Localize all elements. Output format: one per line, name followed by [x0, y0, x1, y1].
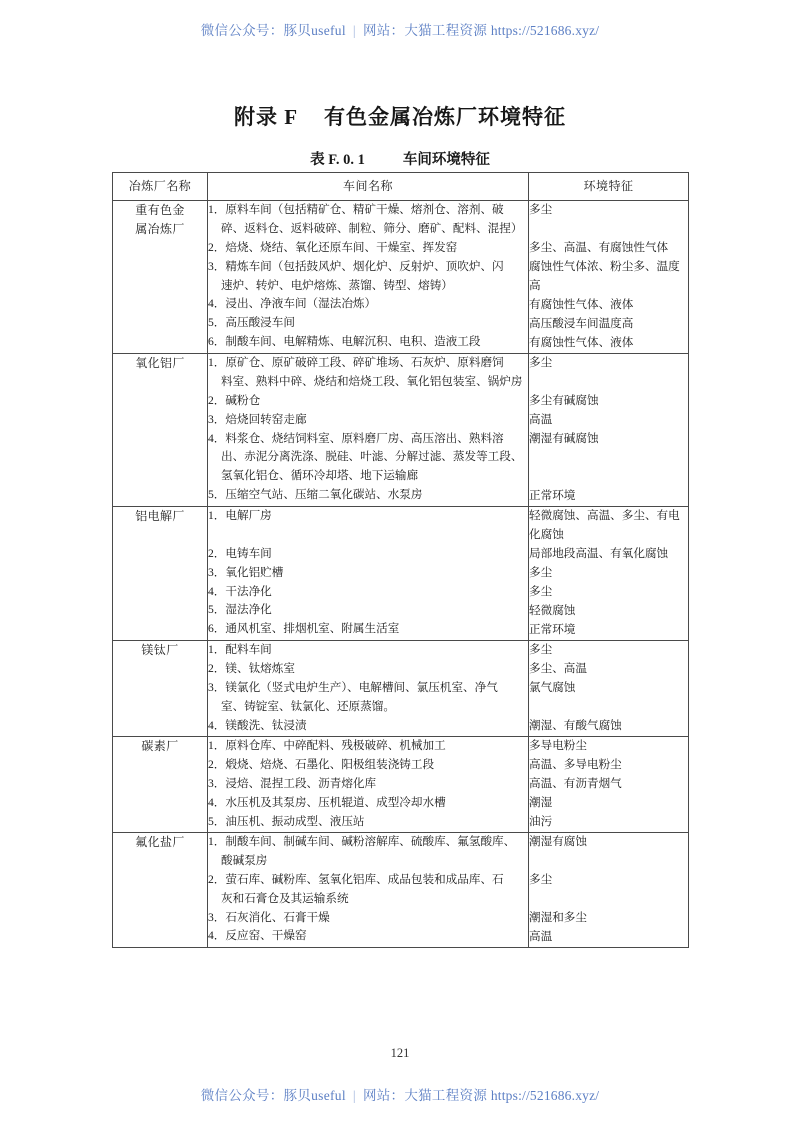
plant-name-line: 镁钛厂	[141, 643, 179, 658]
workshop-list-item	[208, 679, 528, 717]
workshop-text-line: 4．干法净化	[208, 584, 272, 598]
workshop-text-line: 4．反应窑、干燥窑	[208, 929, 307, 943]
workshop-text-line: 灰和石膏仓及其运输系统	[221, 891, 349, 905]
column-header-plant-name: 冶炼厂名称	[113, 173, 208, 201]
workshop-list-item	[208, 239, 528, 258]
environment-feature-line: 潮湿有腐蚀	[529, 835, 587, 849]
workshop-list-item	[208, 333, 528, 352]
workshop-text-line: 5．压缩空气站、压缩二氧化碳站、水泵房	[208, 487, 423, 501]
environment-feature-line: 多导电粉尘	[529, 739, 587, 753]
workshop-list-item	[208, 620, 528, 639]
watermark-separator: |	[352, 23, 356, 38]
workshop-text-line: 料室、熟料中碎、烧结和焙烧工段、氧化铝包装室、锅炉房	[221, 375, 523, 389]
environment-feature-line	[529, 449, 688, 468]
table-caption-title: 车间环境特征	[402, 152, 490, 168]
workshop-list-cell	[208, 737, 529, 833]
workshop-list-item	[208, 737, 528, 756]
environment-feature-cell	[529, 833, 689, 948]
workshop-list-item	[208, 486, 528, 505]
plant-name-cell	[113, 641, 208, 737]
environment-feature-line: 轻微腐蚀	[529, 604, 576, 618]
plant-name-line: 铝电解厂	[135, 509, 185, 524]
page-number: 121	[390, 1046, 410, 1060]
workshop-text-line: 2．焙烧、烧结、氧化还原车间、干燥室、挥发窑	[208, 241, 458, 254]
environment-feature-line: 潮湿、有酸气腐蚀	[529, 719, 622, 733]
workshop-list-item	[208, 717, 528, 736]
workshop-text-line: 3．氧化铝贮槽	[208, 565, 284, 579]
table-body	[113, 201, 689, 948]
workshop-text-line: 1．电解厂房	[208, 509, 272, 523]
environment-feature-line: 多尘	[529, 643, 553, 657]
workshop-text-line: 4．料浆仓、烧结饲料室、原料磨厂房、高压溶出、熟料溶	[208, 431, 504, 445]
appendix-number: 附录 F	[233, 105, 299, 129]
plant-name-cell	[113, 507, 208, 641]
column-header-workshop-name: 车间名称	[208, 173, 529, 201]
workshop-text-line: 5．湿法净化	[208, 603, 272, 617]
environment-feature-line: 腐蚀性气体浓、粉尘多、温度	[529, 260, 680, 274]
watermark-top	[0, 19, 800, 39]
workshop-text-line: 1．配料车间	[208, 643, 272, 657]
environment-feature-line: 潮湿	[529, 796, 553, 810]
workshop-list-item	[208, 430, 528, 486]
watermark-bottom	[0, 1084, 800, 1104]
workshop-text-line: 6．制酸车间、电解精炼、电解沉积、电积、造液工段	[208, 334, 481, 348]
environment-feature-line: 多尘、高温	[529, 662, 587, 676]
environment-feature-line	[529, 468, 688, 487]
environment-feature-line	[529, 698, 688, 717]
environment-feature-line: 多尘、高温、有腐蚀性气体	[529, 241, 669, 255]
environment-feature-line: 轻微腐蚀、高温、多尘、有电	[529, 509, 680, 523]
workshop-list-cell	[208, 354, 529, 507]
plant-name-line: 碳素厂	[141, 739, 179, 754]
workshop-text-line: 1．原料仓库、中碎配料、残极破碎、机械加工	[208, 739, 446, 753]
environment-feature-line: 正常环境	[529, 489, 576, 503]
workshop-list-cell	[208, 201, 529, 354]
environment-feature-line: 氯气腐蚀	[529, 681, 576, 695]
workshop-list-item	[208, 601, 528, 620]
workshop-text-line: 4．镁酸洗、钛浸渍	[208, 718, 307, 732]
watermark-wechat-label: 微信公众号：豚贝useful	[200, 23, 346, 38]
workshop-text-line: 3．石灰消化、石膏干燥	[208, 910, 330, 924]
environment-feature-line: 高温	[529, 930, 553, 944]
workshop-text-line: 碎、返料仓、返料破碎、制粒、筛分、磨矿、配料、混捏）	[221, 222, 523, 236]
environment-feature-line: 潮湿和多尘	[529, 911, 587, 925]
workshop-list-item	[208, 314, 528, 333]
environment-feature-line: 化腐蚀	[529, 528, 564, 542]
plant-name-cell	[113, 833, 208, 948]
workshop-text-line: 2．碱粉仓	[208, 394, 261, 407]
workshop-text-line: 3．镁氯化（竖式电炉生产）、电解槽间、氯压机室、净气	[208, 681, 498, 694]
workshop-text-line: 5．油压机、振动成型、液压站	[208, 814, 365, 828]
workshop-list-item	[208, 909, 528, 928]
table-caption	[0, 148, 800, 169]
workshop-list-item	[208, 392, 528, 411]
workshop-list-item	[208, 756, 528, 775]
watermark-wechat-label: 微信公众号：豚贝useful	[200, 1088, 346, 1103]
workshop-text-line: 酸碱泵房	[221, 854, 268, 868]
environment-feature-line: 多尘	[529, 356, 553, 370]
workshop-text-line: 3．浸焙、混捏工段、沥青熔化库	[208, 777, 377, 790]
workshop-text-line: 3．焙烧回转窑走廊	[208, 412, 307, 426]
environment-table-wrapper	[112, 172, 688, 948]
workshop-text-line: 4．浸出、净液车间（湿法冶炼）	[208, 297, 377, 311]
environment-feature-line: 潮湿有碱腐蚀	[529, 432, 599, 446]
workshop-text-line: 1．制酸车间、制碱车间、碱粉溶解库、硫酸库、氟氢酸库、	[208, 835, 516, 849]
environment-feature-line: 高温、有沥青烟气	[529, 777, 622, 791]
environment-feature-line: 多尘	[529, 203, 553, 217]
plant-name-cell	[113, 737, 208, 833]
workshop-text-line: 4．水压机及其泵房、压机辊道、成型冷却水槽	[208, 795, 446, 809]
plant-name-line: 氟化盐厂	[135, 835, 185, 850]
environment-feature-cell	[529, 354, 689, 507]
table-row	[113, 737, 689, 833]
workshop-list-item	[208, 794, 528, 813]
workshop-text-line: 2．镁、钛熔炼室	[208, 662, 295, 676]
workshop-text-line: 速炉、转炉、电炉熔炼、蒸馏、铸型、熔铸）	[221, 278, 453, 292]
workshop-list-item	[208, 545, 528, 564]
environment-feature-line: 高	[529, 279, 541, 293]
workshop-list-item	[208, 871, 528, 909]
plant-name-cell	[113, 354, 208, 507]
workshop-list-item	[208, 813, 528, 832]
watermark-separator: |	[352, 1088, 356, 1103]
environment-feature-line: 高压酸浸车间温度高	[529, 317, 634, 331]
environment-characteristics-table	[112, 172, 689, 948]
workshop-list-item	[208, 660, 528, 679]
watermark-site-label: 网站：大猫工程资源	[362, 23, 488, 38]
environment-feature-cell	[529, 641, 689, 737]
column-header-environment-feature: 环境特征	[529, 173, 689, 201]
workshop-list-item	[208, 775, 528, 794]
appendix-title-text: 有色金属冶炼厂环境特征	[324, 105, 567, 129]
table-row	[113, 507, 689, 641]
environment-feature-line	[529, 890, 688, 909]
plant-name-line: 氧化铝厂	[135, 356, 185, 371]
workshop-list-item	[208, 258, 528, 296]
workshop-list-item	[208, 201, 528, 239]
environment-feature-line: 多尘	[529, 873, 553, 887]
environment-feature-cell	[529, 201, 689, 354]
workshop-text-line: 室、铸锭室、钛氯化、还原蒸馏。	[221, 699, 395, 713]
workshop-text-line: 2．萤石库、碱粉库、氢氧化铝库、成品包装和成品库、石	[208, 873, 504, 886]
table-row	[113, 201, 689, 354]
table-caption-number: 表 F. 0. 1	[310, 152, 365, 168]
environment-feature-line: 正常环境	[529, 623, 576, 637]
workshop-list-item	[208, 354, 528, 392]
workshop-list-item	[208, 507, 528, 526]
workshop-text-line: 3．精炼车间（包括鼓风炉、烟化炉、反射炉、顶吹炉、闪	[208, 259, 504, 273]
table-header-row	[113, 173, 689, 201]
watermark-url: https://521686.xyz/	[490, 1088, 600, 1103]
table-row	[113, 641, 689, 737]
environment-feature-line: 局部地段高温、有氧化腐蚀	[529, 547, 669, 561]
environment-feature-line: 多尘	[529, 585, 553, 599]
environment-feature-line: 油污	[529, 815, 553, 829]
watermark-url: https://521686.xyz/	[490, 23, 600, 38]
workshop-list-item	[208, 564, 528, 583]
workshop-list-item	[208, 833, 528, 871]
environment-feature-cell	[529, 507, 689, 641]
workshop-list-cell	[208, 833, 529, 948]
workshop-list-item	[208, 583, 528, 602]
workshop-list-item	[208, 526, 528, 545]
environment-feature-line: 多尘有碱腐蚀	[529, 394, 599, 408]
environment-feature-line: 高温	[529, 413, 553, 427]
workshop-text-line: 5．高压酸浸车间	[208, 316, 295, 330]
plant-name-line: 重有色金	[135, 203, 185, 218]
table-row	[113, 354, 689, 507]
workshop-text-line: 出、赤泥分离洗涤、脱硅、叶滤、分解过滤、蒸发等工段、	[221, 450, 523, 464]
workshop-text-line	[208, 526, 528, 545]
workshop-list-item	[208, 641, 528, 660]
table-row	[113, 833, 689, 948]
workshop-text-line: 6．通风机室、排烟机室、附属生活室	[208, 622, 400, 636]
workshop-list-item	[208, 927, 528, 946]
workshop-list-cell	[208, 507, 529, 641]
environment-feature-line: 有腐蚀性气体、液体	[529, 298, 634, 312]
workshop-list-item	[208, 295, 528, 314]
environment-feature-line: 有腐蚀性气体、液体	[529, 336, 634, 350]
environment-feature-line	[529, 373, 688, 392]
plant-name-cell	[113, 201, 208, 354]
appendix-heading	[0, 101, 800, 131]
plant-name-line: 属冶炼厂	[135, 222, 185, 237]
workshop-text-line: 2．电铸车间	[208, 547, 272, 560]
watermark-site-label: 网站：大猫工程资源	[362, 1088, 488, 1103]
workshop-text-line: 1．原料车间（包括精矿仓、精矿干燥、熔剂仓、溶剂、破	[208, 203, 504, 217]
environment-feature-line	[529, 220, 688, 239]
workshop-list-item	[208, 411, 528, 430]
workshop-text-line: 2．煅烧、焙烧、石墨化、阳极组装浇铸工段	[208, 758, 435, 772]
workshop-text-line: 氢氧化铝仓、循环冷却塔、地下运输廊	[221, 469, 419, 483]
workshop-list-cell	[208, 641, 529, 737]
environment-feature-line: 高温、多导电粉尘	[529, 758, 622, 772]
environment-feature-line: 多尘	[529, 566, 553, 580]
workshop-text-line: 1．原矿仓、原矿破碎工段、碎矿堆场、石灰炉、原料磨饲	[208, 356, 504, 370]
environment-feature-line	[529, 852, 688, 871]
environment-feature-cell	[529, 737, 689, 833]
